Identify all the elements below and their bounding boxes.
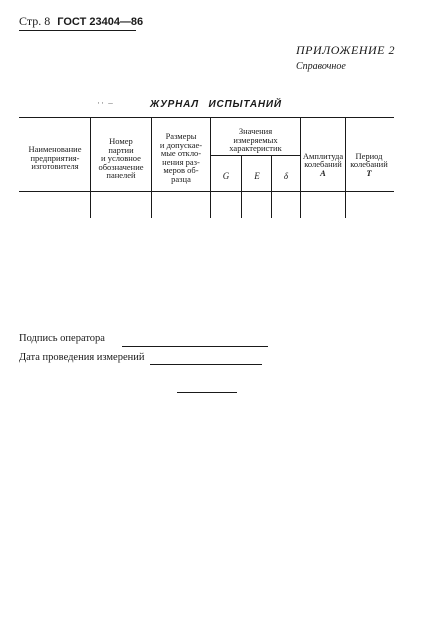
period-symbol: T — [366, 167, 372, 178]
measurement-date-line — [150, 364, 262, 365]
col-header-characteristics: Значения измеряемых характеристик — [229, 126, 282, 154]
char-symbol-delta: δ — [283, 171, 289, 181]
standard-number: ГОСТ 23404—86 — [57, 16, 144, 28]
col-header-dimensions: Размеры и допускае- мые откло- нения раз- меров об- разца — [159, 131, 203, 184]
end-rule — [177, 392, 237, 393]
appendix-subtitle: Справочное — [296, 61, 346, 72]
amplitude-symbol: A — [320, 167, 326, 178]
period-label: Период колебаний — [350, 150, 388, 170]
col-header-manufacturer: Наименование предприятия- изготовителя — [28, 144, 82, 172]
operator-signature-label: Подпись оператора — [19, 333, 105, 344]
measurement-date-label: Дата проведения измерений — [19, 352, 145, 363]
journal-title: ЖУРНАЛ ИСПЫТАНИЙ — [150, 99, 282, 110]
col-header-period — [346, 143, 392, 186]
page-number: Стр. 8 — [19, 14, 51, 28]
amplitude-label: Амплитуда колебаний — [302, 150, 344, 170]
appendix-title: ПРИЛОЖЕНИЕ 2 — [296, 43, 395, 57]
char-symbol-e: E — [254, 171, 260, 181]
col-header-amplitude — [299, 143, 347, 186]
char-symbol-g: G — [222, 171, 230, 181]
operator-signature-line — [122, 346, 268, 347]
scan-speck: ·· – — [97, 98, 114, 108]
col-header-batch-number: Номер партии и условное обозначение панелей — [98, 136, 144, 181]
